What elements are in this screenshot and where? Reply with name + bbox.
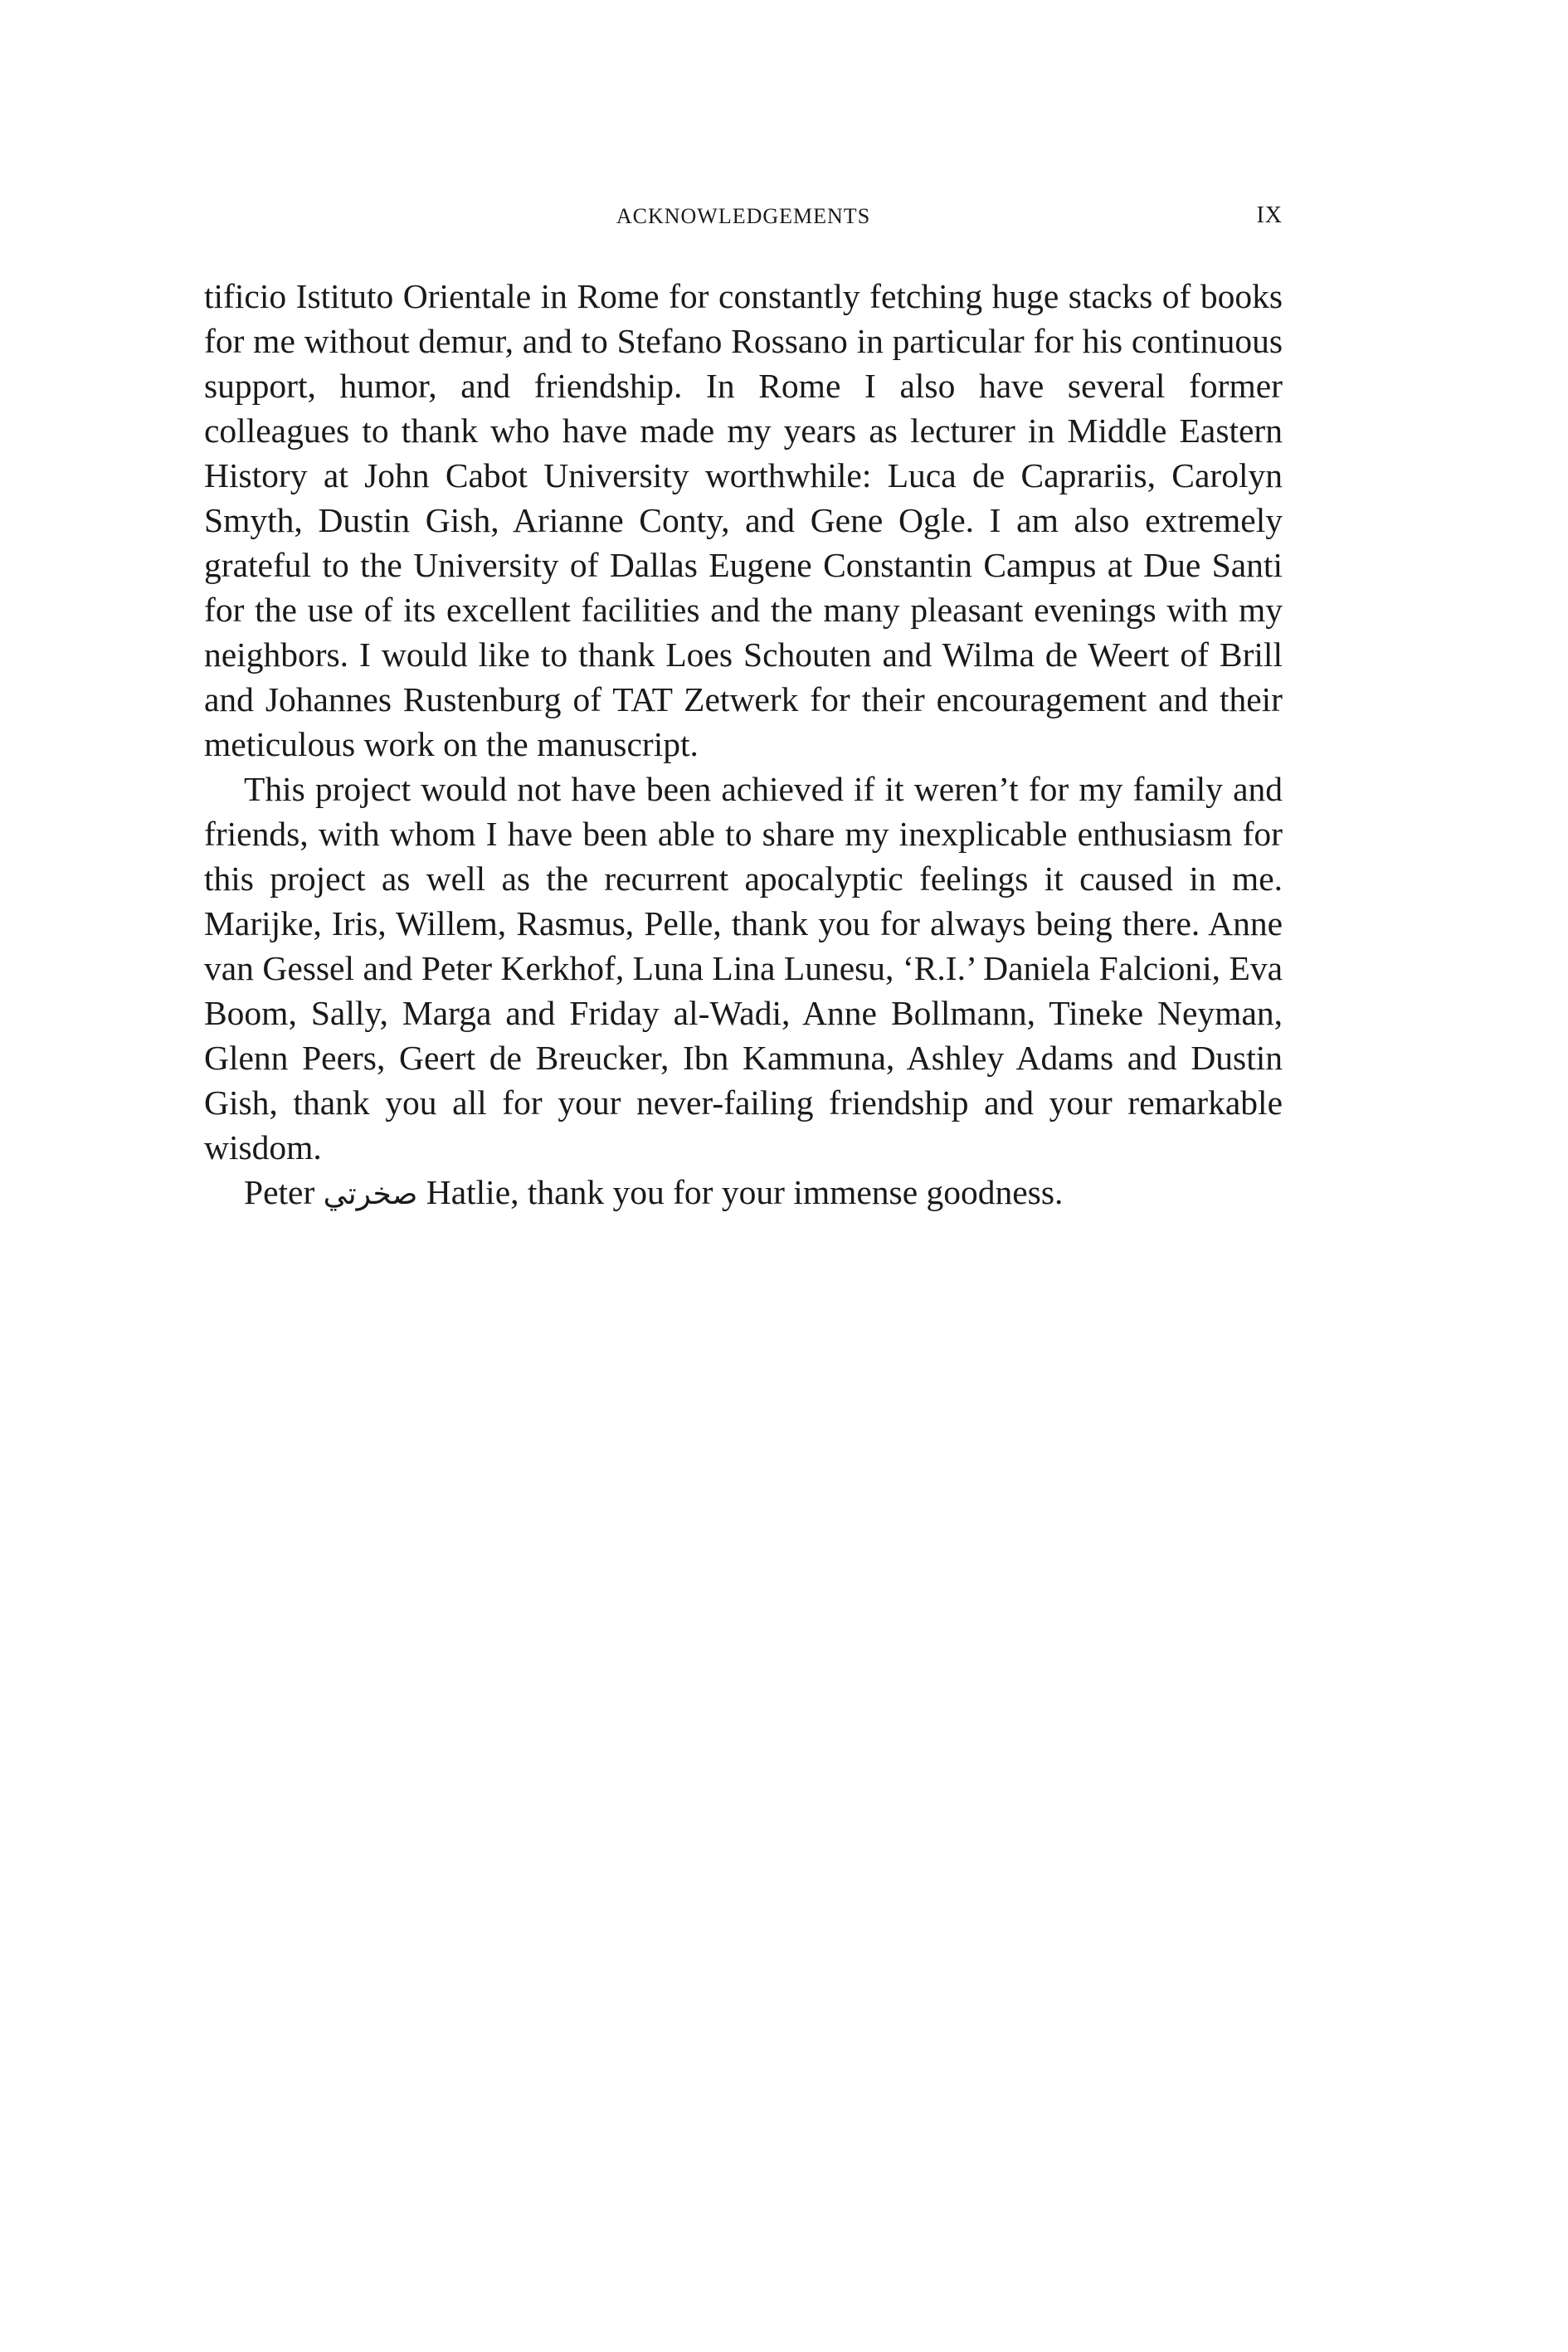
paragraph-3 <box>204 1170 1283 1217</box>
paragraph-1: tificio Istituto Orientale in Rome for constantly fetching huge stacks of books for me without demur, and to Stefano Rossano in particular for his continuous support, humor, and friendship. In Rome I also have several former colleagues to thank who have made my years as lecturer in Middle Eastern History at John Cabot University worthwhile: Luca de Caprariis, Carolyn Smyth, Dustin Gish, Arianne Conty, and Gene Ogle. I am also extremely grateful to the University of Dallas Eugene Constantin Campus at Due Santi for the use of its excellent facilities and the many pleasant evenings with my neighbors. I would like to thank Loes Schouten and Wilma de Weert of Brill and Johannes Rustenburg of TAT Zetwerk for their encouragement and their meticulous work on the manuscript. <box>204 277 1283 763</box>
closing-arabic: صخرتي <box>323 1177 418 1211</box>
body-text <box>204 274 1283 1217</box>
running-title: ACKNOWLEDGEMENTS <box>616 204 871 228</box>
closing-after: Hatlie, thank you for your immense goodness. <box>417 1173 1064 1211</box>
paragraph-2: This project would not have been achieved if it weren’t for my family and friends, with whom I have been able to share my inexplicable enthusiasm for this project as well as the recurrent apocalyptic feelings it caused in me. Marijke, Iris, Willem, Rasmus, Pelle, thank you for always being there. Anne van Gessel and Peter Kerkhof, Luna Lina Lunesu, ‘R.I.’ Daniela Falcioni, Eva Boom, Sally, Marga and Friday al-Wadi, Anne Bollmann, Tineke Neyman, Glenn Peers, Geert de Breucker, Ibn Kammuna, Ashley Adams and Dustin Gish, thank you all for your never-failing friendship and your remarkable wisdom. <box>204 770 1283 1166</box>
running-head <box>204 199 1283 232</box>
closing-before: Peter <box>244 1173 324 1211</box>
page-number: IX <box>1256 202 1283 228</box>
